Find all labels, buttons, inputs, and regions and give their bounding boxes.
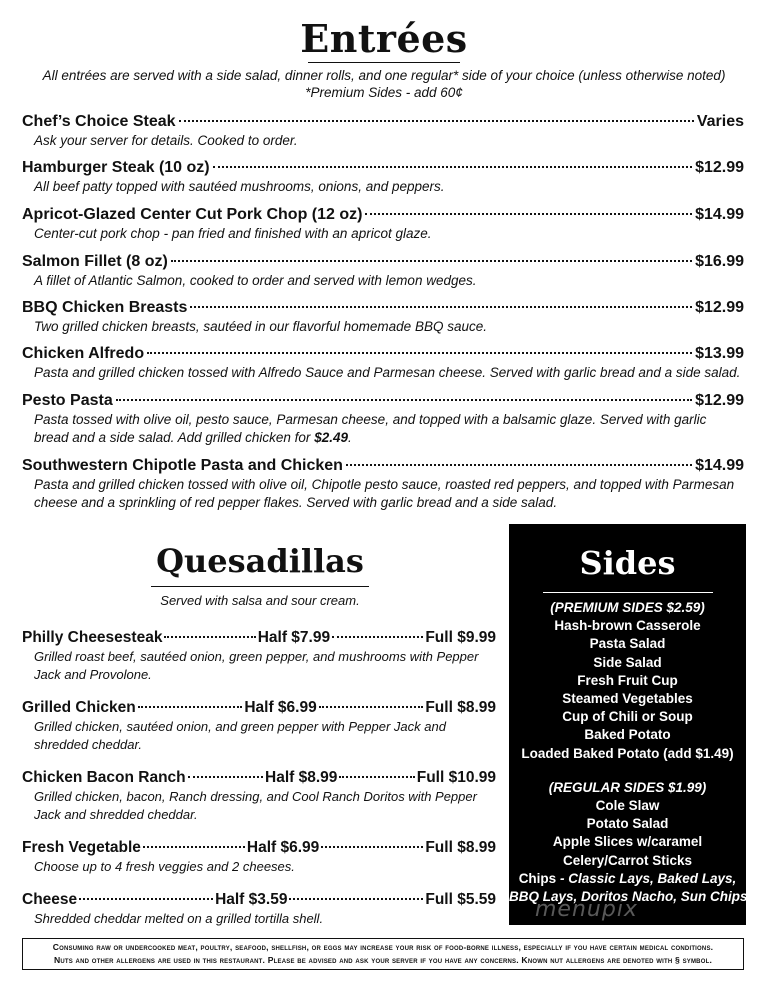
side-item: Hash-brown Casserole <box>554 618 701 634</box>
dot-leader <box>188 776 263 778</box>
entree-item <box>22 298 744 336</box>
chips-varieties: - Classic Lays, Baked Lays, <box>556 870 737 886</box>
entree-name: Southwestern Chipotle Pasta and Chicken <box>22 457 343 474</box>
chips-label: Chips <box>518 870 557 886</box>
side-item: Side Salad <box>593 654 662 670</box>
quesadilla-full-price: Full $9.99 <box>425 629 496 646</box>
entree-name: Pesto Pasta <box>22 392 113 409</box>
dot-leader <box>346 464 692 466</box>
allergen-disclaimer <box>22 938 744 970</box>
entree-desc: Pasta and grilled chicken tossed with olive oil, Chipotle pesto sauce, roasted red peppers, and topped with Parmesan cheese and a sprinkling of red pepper flakes. Served with garlic bread and a side salad. <box>34 477 735 510</box>
quesadilla-item <box>22 698 496 754</box>
dot-leader <box>339 776 414 778</box>
entree-desc: A fillet of Atlantic Salmon, cooked to order and served with lemon wedges. <box>34 273 477 288</box>
watermark: menupix <box>535 897 638 922</box>
quesadilla-desc: Grilled chicken, sautéed onion, and green pepper with Pepper Jack and shredded cheddar. <box>34 719 446 752</box>
dot-leader <box>171 260 692 262</box>
entree-item <box>22 158 744 196</box>
quesadilla-name: Philly Cheesesteak <box>22 629 163 646</box>
dot-leader <box>179 120 694 122</box>
side-item: Loaded Baked Potato (add $1.49) <box>521 745 734 761</box>
quesadilla-full-price: Full $5.59 <box>425 891 497 908</box>
dot-leader <box>138 706 243 708</box>
sides-title-rule <box>543 592 713 593</box>
dot-leader <box>332 636 423 638</box>
side-item: Pasta Salad <box>589 636 666 652</box>
dot-leader <box>147 352 692 354</box>
dot-leader <box>164 636 255 638</box>
entree-name: BBQ Chicken Breasts <box>22 299 188 316</box>
entree-item <box>22 344 744 382</box>
entrees-title: Entrées <box>300 16 468 61</box>
quesadilla-half-price: Half $6.99 <box>246 839 320 856</box>
entrees-note <box>0 67 768 101</box>
entree-item <box>22 456 744 512</box>
side-item: Cup of Chili or Soup <box>562 709 693 725</box>
entree-item <box>22 252 744 290</box>
quesadilla-full-price: Full $8.99 <box>425 699 496 716</box>
side-item: Apple Slices w/caramel <box>552 834 703 850</box>
quesadilla-name: Cheese <box>22 891 78 908</box>
regular-sides-header: (REGULAR SIDES $1.99) <box>548 779 707 795</box>
entree-desc: All beef patty topped with sautéed mushrooms, onions, and peppers. <box>34 179 445 194</box>
quesadilla-item <box>22 838 496 876</box>
entree-desc <box>22 411 744 447</box>
entree-price: $12.99 <box>695 299 744 316</box>
entree-name: Hamburger Steak (10 oz) <box>22 159 210 176</box>
entrees-note-line2: *Premium Sides - add 60¢ <box>305 85 463 100</box>
dot-leader <box>289 898 423 900</box>
entree-price: $14.99 <box>695 457 744 474</box>
entrees-note-line1: All entrées are served with a side salad, dinner rolls, and one regular* side of your choice (unless otherwise noted) <box>42 68 726 83</box>
dot-leader <box>321 846 423 848</box>
disclaimer-line2: Nuts and other allergens are used in this restaurant. Please be advised and ask your server if you have any concerns. Known nut allergens are denoted with § symbol. <box>53 955 713 965</box>
dot-leader <box>213 166 692 168</box>
quesadilla-half-price: Half $7.99 <box>257 629 331 646</box>
dot-leader <box>190 306 692 308</box>
quesadillas-note: Served with salsa and sour cream. <box>160 593 360 608</box>
entree-item <box>22 112 744 150</box>
quesadilla-name: Fresh Vegetable <box>22 839 141 856</box>
entree-item <box>22 391 744 447</box>
quesadilla-full-price: Full $8.99 <box>425 839 496 856</box>
sides-panel <box>509 524 746 925</box>
premium-sides-header: (PREMIUM SIDES $2.59) <box>550 600 705 615</box>
dot-leader <box>319 706 424 708</box>
entree-item <box>22 205 744 243</box>
entree-price: $16.99 <box>695 253 744 270</box>
quesadilla-half-price: Half $3.59 <box>215 891 288 908</box>
disclaimer-line1: Consuming raw or undercooked meat, poultry, seafood, shellfish, or eggs may increase your risk of food-borne illness, especially if you have certain medical conditions. <box>52 942 714 952</box>
side-item: Steamed Vegetables <box>562 691 693 707</box>
side-item: Cole Slaw <box>595 798 660 814</box>
side-item: Potato Salad <box>586 816 669 832</box>
quesadilla-item <box>22 628 496 684</box>
quesadilla-desc: Shredded cheddar melted on a grilled tortilla shell. <box>34 911 324 926</box>
quesadilla-half-price: Half $6.99 <box>244 699 317 716</box>
side-item: Baked Potato <box>584 727 671 743</box>
entree-name: Chicken Alfredo <box>22 345 145 362</box>
spacer <box>509 763 746 779</box>
entree-desc-text: Pasta tossed with olive oil, pesto sauce, Parmesan cheese, and topped with a balsamic glaze. Served with garlic bread and a side salad. Add grilled chicken for <box>34 412 707 445</box>
entree-price: $12.99 <box>695 159 744 176</box>
side-item-chips <box>509 870 746 888</box>
entree-name: Chef’s Choice Steak <box>22 113 176 130</box>
quesadillas-title-rule <box>151 586 369 587</box>
entree-desc: Ask your server for details. Cooked to order. <box>34 133 298 148</box>
entree-price: $13.99 <box>695 345 744 362</box>
entree-price: $12.99 <box>695 392 744 409</box>
entree-desc: Two grilled chicken breasts, sautéed in our flavorful homemade BBQ sauce. <box>34 319 487 334</box>
quesadilla-desc: Grilled chicken, bacon, Ranch dressing, and Cool Ranch Doritos with Pepper Jack and shredded cheddar. <box>34 789 477 822</box>
quesadilla-item <box>22 890 496 928</box>
quesadilla-half-price: Half $8.99 <box>265 769 338 786</box>
entrees-title-rule <box>308 62 460 63</box>
dot-leader <box>116 399 692 401</box>
side-item: Celery/Carrot Sticks <box>562 852 693 868</box>
chips-varieties-2: BBQ Lays, Doritos Nacho, Sun Chips <box>509 889 748 905</box>
quesadillas-title: Quesadillas <box>156 542 364 580</box>
dot-leader <box>365 213 692 215</box>
entree-name: Salmon Fillet (8 oz) <box>22 253 168 270</box>
side-item: Fresh Fruit Cup <box>577 672 678 688</box>
quesadilla-desc: Choose up to 4 fresh veggies and 2 cheeses. <box>34 859 295 874</box>
entree-desc: Center-cut pork chop - pan fried and finished with an apricot glaze. <box>34 226 432 241</box>
quesadilla-full-price: Full $10.99 <box>416 769 496 786</box>
entree-price: Varies <box>696 113 744 130</box>
sides-title: Sides <box>579 544 676 582</box>
quesadilla-name: Grilled Chicken <box>22 699 136 716</box>
dot-leader <box>79 898 213 900</box>
entree-desc-price: $2.49 <box>314 430 348 445</box>
entree-price: $14.99 <box>695 206 744 223</box>
dot-leader <box>143 846 245 848</box>
entree-name: Apricot-Glazed Center Cut Pork Chop (12 oz) <box>22 206 363 223</box>
quesadilla-name: Chicken Bacon Ranch <box>22 769 186 786</box>
quesadilla-item <box>22 768 496 824</box>
quesadilla-desc: Grilled roast beef, sautéed onion, green pepper, and mushrooms with Pepper Jack and Provolone. <box>34 649 479 682</box>
entree-desc-end: . <box>347 430 352 445</box>
entree-desc: Pasta and grilled chicken tossed with Alfredo Sauce and Parmesan cheese. Served with garlic bread and a side salad. <box>34 365 741 380</box>
